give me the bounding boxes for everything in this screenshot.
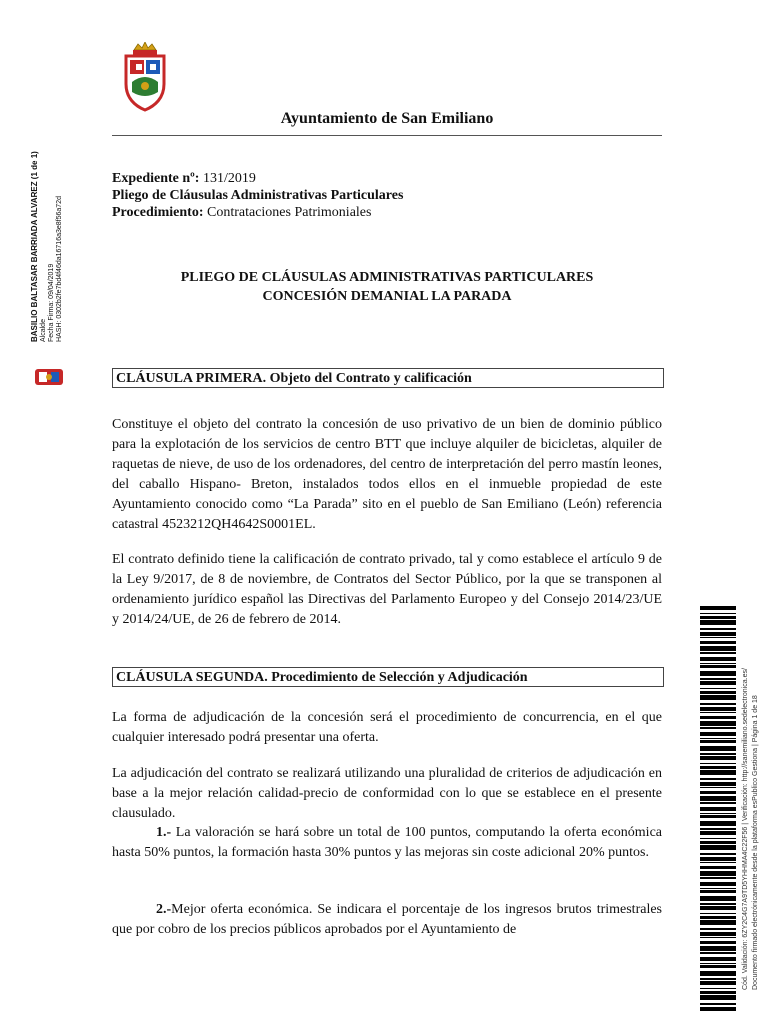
header-divider: [112, 135, 662, 136]
clause-1-heading: CLÁUSULA PRIMERA. Objeto del Contrato y calificación: [112, 368, 664, 388]
signature-block: [28, 151, 73, 342]
expediente-label: Expediente nº:: [112, 171, 200, 186]
pliego-title: Pliego de Cláusulas Administrativas Particulares: [112, 188, 404, 203]
document-title: [112, 268, 662, 306]
signature-date: Fecha Firma: 09/04/2019: [48, 263, 55, 342]
point-1-text: La valoración se hará sobre un total de 100 puntos, computando la oferta económica hasta 50% puntos, la formación hasta 30% puntos y las mejoras sin coste adicional 20% puntos.: [112, 825, 662, 860]
verification-code: Cód. Validación: 6ZY2C4G7A9TD5YHHMA4C22F56 | Verificación: http://sanemiliano.sedelectronica.es/: [742, 668, 749, 990]
signer-name: BASILIO BALTASAR BARRIADA ALVAREZ (1 de 1): [30, 151, 39, 342]
clause-2-paragraph-3: [112, 823, 662, 863]
point-1-number: 1.-: [156, 825, 172, 840]
signer-role: Alcalde: [40, 319, 47, 342]
document-title-line2: CONCESIÓN DEMANIAL LA PARADA: [262, 289, 512, 304]
clause-2-paragraph-2: La adjudicación del contrato se realizará utilizando una pluralidad de criterios de adjudicación en base a la mejor relación calidad-precio de conformidad con lo que se establece en el presente clausulado.: [112, 766, 662, 821]
verification-text: [740, 652, 768, 990]
document-title-line1: PLIEGO DE CLÁUSULAS ADMINISTRATIVAS PARTICULARES: [180, 270, 594, 285]
point-2-number: 2.-: [156, 902, 172, 917]
procedimiento-value: Contrataciones Patrimoniales: [207, 205, 372, 220]
expediente-value: 131/2019: [202, 171, 256, 186]
clause-2-paragraph-4: [112, 900, 662, 940]
signature-hash: HASH: 0302b2fe7bd4f46da16716a3e8f56a72d: [56, 196, 63, 342]
municipality-name: Ayuntamiento de San Emiliano: [280, 110, 494, 127]
verification-platform: Documento firmado electrónicamente desde la plataforma esPublico Gestiona | Página 1 de 18: [752, 695, 759, 990]
clause-2-heading: CLÁUSULA SEGUNDA. Procedimiento de Selección y Adjudicación: [112, 667, 664, 687]
verification-barcode: [700, 606, 736, 1014]
point-2-text: Mejor oferta económica. Se indicara el porcentaje de los ingresos brutos trimestrales que por cobro de los precios públicos aprobados por el Ayuntamiento de: [112, 902, 662, 937]
procedimiento-label: Procedimiento:: [112, 205, 204, 220]
file-metadata: [112, 170, 403, 221]
municipal-crest: [122, 42, 168, 112]
clause-1-paragraph-1: Constituye el objeto del contrato la concesión de uso privativo de un bien de dominio público para la explotación de los servicios de centro BTT que incluye alquiler de bicicletas, alquiler de raquetas de nieve, de uso de los ordenadores, del centro de interpretación del perro mastín leones, del caballo Hispano- Breton, instalados todos ellos en el inmueble propiedad de este Ayuntamiento conocido como “La Parada” sito en el pueblo de San Emiliano (León) referencia catastral 4523212QH4642S0001EL.: [112, 417, 662, 532]
clause-1-paragraph-2: El contrato definido tiene la calificación de contrato privado, tal y como establece el artículo 9 de la Ley 9/2017, de 8 de noviembre, de Contratos del Sector Público, por la que se transponen al ordenamiento jurídico español las Directivas del Parlamento Europeo y del Consejo 2014/23/UE y 2014/24/UE, de 26 de febrero de 2014.: [112, 552, 662, 627]
signature-crest-icon: [34, 367, 64, 387]
clause-2-paragraph-1: La forma de adjudicación de la concesión será el procedimiento de concurrencia, en el que cualquier interesado podrá presentar una oferta.: [112, 710, 662, 745]
